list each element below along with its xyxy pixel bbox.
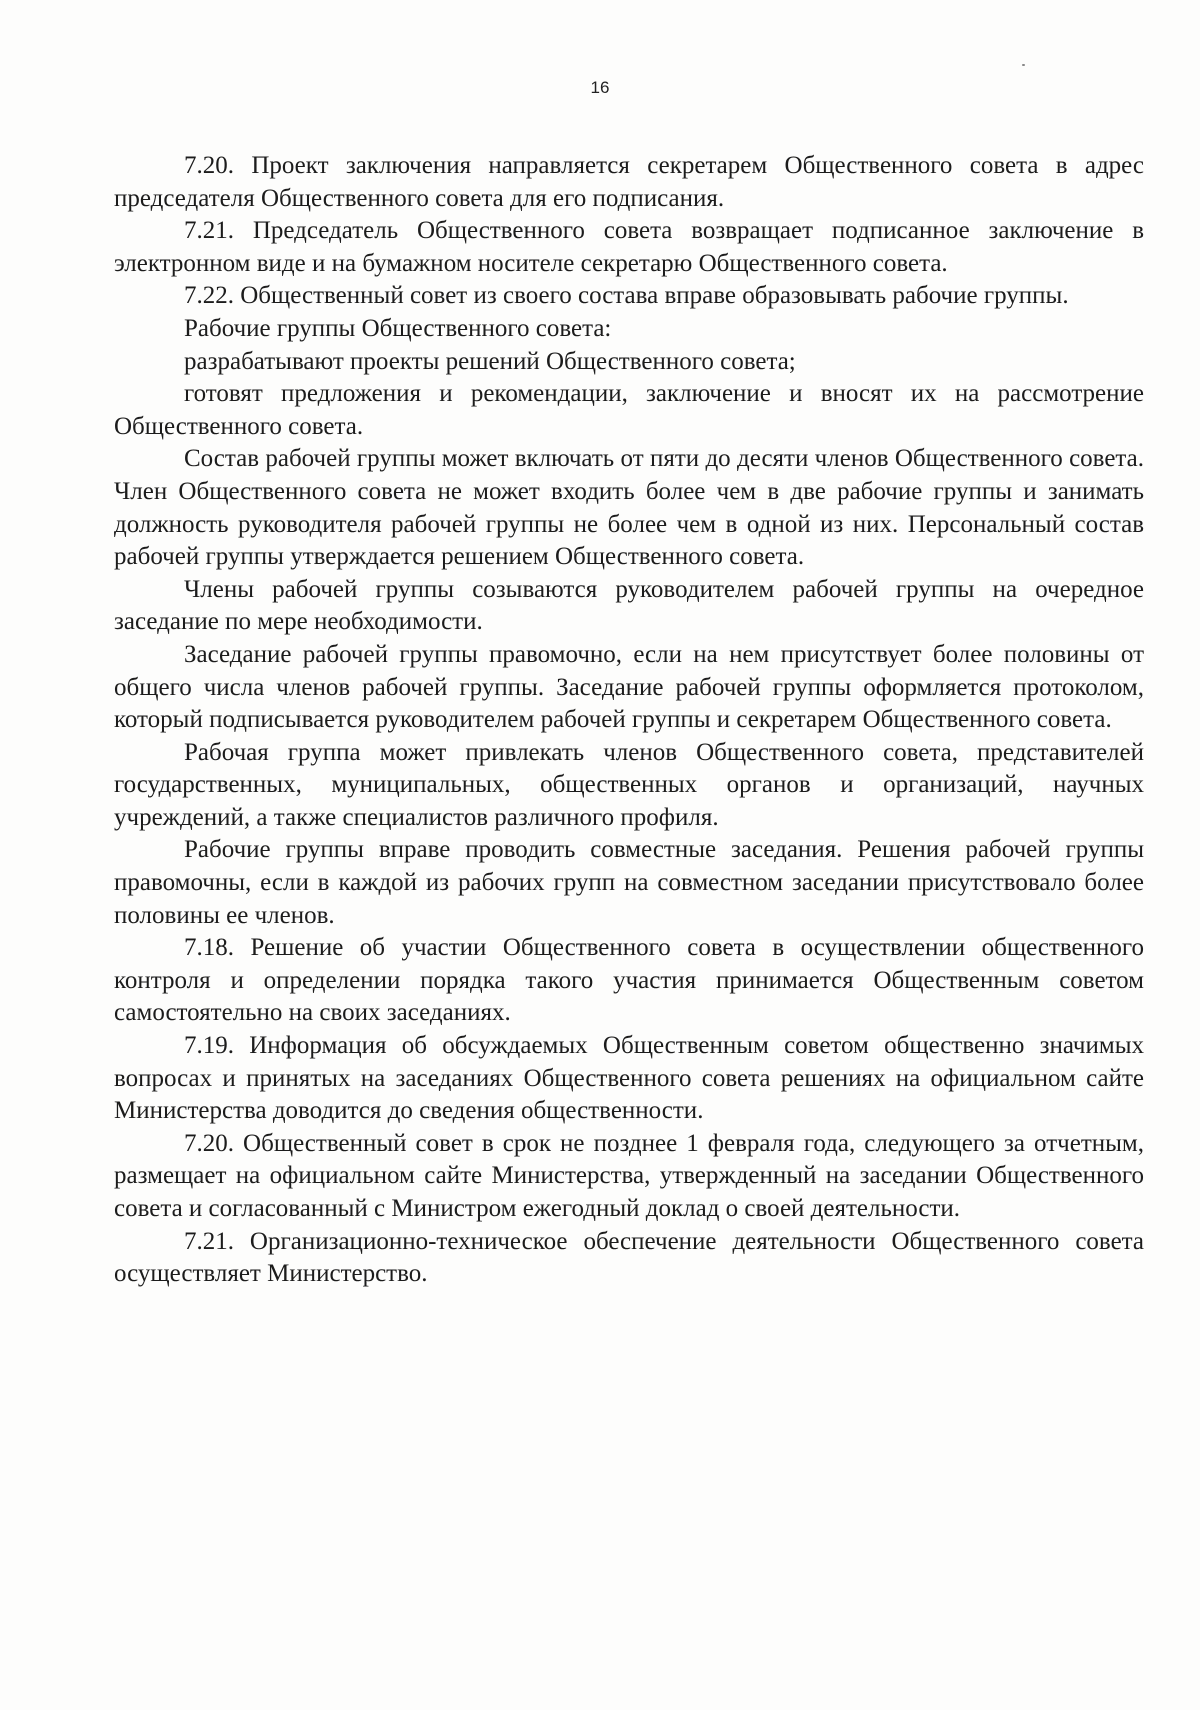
paragraph-7-20-annual-report: 7.20. Общественный совет в срок не позднее 1 февраля года, следующего за отчетным, размещает на официальном сайте Министерства, утвержденный на заседании Общественного совета и согласованный с Министром ежегодный доклад о своей деятельности. <box>114 1129 1144 1222</box>
paragraph-joint-meetings: Рабочие группы вправе проводить совместные заседания. Решения рабочей группы правомочны, если в каждой из рабочих групп на совместном заседании присутствовало более половины ее членов. <box>114 836 1144 929</box>
scan-speck <box>1022 64 1025 66</box>
paragraph-group-composition: Состав рабочей группы может включать от пяти до десяти членов Общественного совета. Член Общественного совета не может входить более чем в две рабочие группы и занимать должность руководителя рабочей группы не более чем в одной из них. Персональный состав рабочей группы утверждается решением Общественного совета. <box>114 445 1144 571</box>
paragraph-7-22-working-groups: 7.22. Общественный совет из своего состава вправе образовывать рабочие группы. <box>184 282 1069 310</box>
paragraph-7-20-draft: 7.20. Проект заключения направляется секретарем Общественного совета в адрес председателя Общественного совета для его подписания. <box>114 152 1144 212</box>
paragraph-7-21-chairman: 7.21. Председатель Общественного совета возвращает подписанное заключение в электронном виде и на бумажном носителе секретарю Общественного совета. <box>114 217 1144 277</box>
paragraph-group-quorum: Заседание рабочей группы правомочно, если на нем присутствует более половины от общего числа членов рабочей группы. Заседание рабочей группы оформляется протоколом, который подписывается руководителем рабочей группы и секретарем Общественного совета. <box>114 640 1144 734</box>
paragraph-7-19-information: 7.19. Информация об обсуждаемых Общественным советом общественно значимых вопросах и принятых на заседаниях Общественного совета решениях на официальном сайте Министерства доводится до сведения общественности. <box>114 1032 1144 1125</box>
paragraph-7-18-control: 7.18. Решение об участии Общественного совета в осуществлении общественного контроля и определении порядка такого участия принимается Общественным советом самостоятельно на своих заседаниях. <box>114 934 1144 1027</box>
paragraph-7-21-support: 7.21. Организационно-техническое обеспечение деятельности Общественного совета осуществляет Министерство. <box>114 1227 1144 1288</box>
paragraph-groups-develop: разрабатывают проекты решений Общественного совета; <box>184 347 796 375</box>
paragraph-groups-prepare: готовят предложения и рекомендации, заключение и вносят их на рассмотрение Общественного совета. <box>114 380 1144 440</box>
document-body <box>114 150 1144 1291</box>
paragraph-groups-intro: Рабочие группы Общественного совета: <box>184 314 612 342</box>
paragraph-group-convening: Члены рабочей группы созываются руководителем рабочей группы на очередное заседание по мере необходимости. <box>114 575 1144 636</box>
paragraph-group-involvement: Рабочая группа может привлекать членов Общественного совета, представителей государственных, муниципальных, общественных органов и организаций, научных учреждений, а также специалистов различного профиля. <box>114 738 1144 831</box>
page-number: 16 <box>590 78 610 97</box>
